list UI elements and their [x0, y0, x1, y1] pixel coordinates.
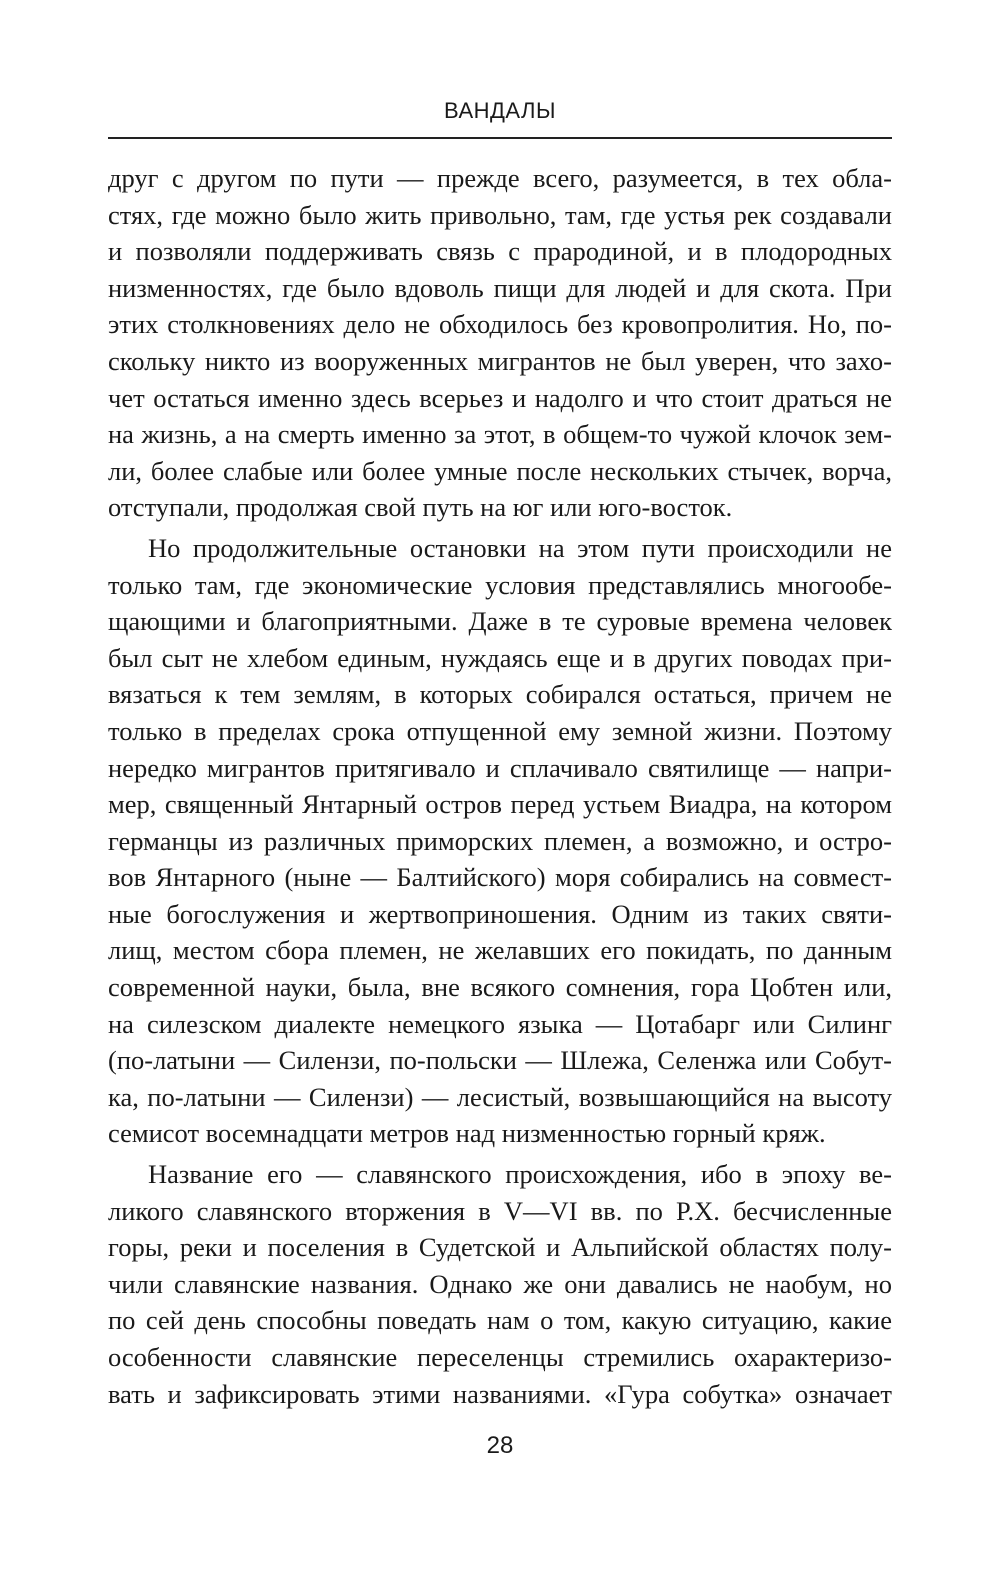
text-line: ные богослужения и жертвоприношения. Одним из таких святи- — [108, 898, 892, 929]
text-line: мер, священный Янтарный остров перед устьем Виадра, на котором — [108, 789, 892, 820]
text-line: ка, по-латыни — Силензи) — лесистый, возвышающийся на высоту — [108, 1081, 892, 1112]
paragraph — [108, 160, 892, 526]
text-line: вов Янтарного (ныне — Балтийского) моря собирались на совмест- — [108, 862, 892, 893]
text-line: вязаться к тем землям, в которых собирался остаться, причем не — [108, 679, 892, 710]
text-line: Название его — славянского происхождения, ибо в эпоху ве- — [148, 1159, 892, 1190]
text-line: щающими и благоприятными. Даже в те суровые времена человек — [108, 606, 892, 637]
text-line: чет остаться именно здесь всерьез и надолго и что стоит драться не — [108, 382, 892, 413]
page-number: 28 — [486, 1432, 514, 1459]
text-line: нередко мигрантов притягивало и сплачивало святилище — напри- — [108, 752, 892, 783]
text-line: друг с другом по пути — прежде всего, разумеется, в тех обла- — [108, 163, 892, 193]
text-line: горы, реки и поселения в Судетской и Альпийской областях полу- — [108, 1232, 892, 1263]
text-line: и позволяли поддерживать связь с прародиной, и в плодородных — [108, 236, 892, 267]
text-line: вать и зафиксировать этими названиями. «Гура собутка» означает — [108, 1378, 892, 1409]
header-rule — [108, 137, 892, 139]
text-line: лищ, местом сбора племен, не желавших его покидать, по данным — [108, 935, 892, 966]
text-line: скольку никто из вооруженных мигрантов не был уверен, что захо- — [108, 345, 892, 376]
text-line: этих столкновениях дело не обходилось без кровопролития. Но, по- — [108, 309, 892, 340]
text-line: на жизнь, а на смерть именно за этот, в общем-то чужой клочок зем- — [108, 419, 892, 450]
paragraph — [108, 1156, 892, 1412]
text-line: был сыт не хлебом единым, нуждаясь еще и в других поводах при- — [108, 642, 892, 673]
text-line: ли, более слабые или более умные после нескольких стычек, ворча, — [108, 455, 892, 486]
text-line: (по-латыни — Силензи, по-польски — Шлежа, Селенжа или Собут- — [108, 1045, 892, 1076]
text-line: только в пределах срока отпущенной ему земной жизни. Поэтому — [108, 715, 892, 746]
body-text — [108, 160, 892, 1412]
text-line: особенности славянские переселенцы стремились охарактеризо- — [108, 1342, 892, 1372]
paragraph — [108, 530, 892, 1152]
text-line: чили славянские названия. Однако же они давались не наобум, но — [108, 1268, 892, 1299]
text-line: только там, где экономические условия представлялись многообе- — [108, 569, 892, 600]
text-line: по сей день способны поведать нам о том, какую ситуацию, какие — [108, 1305, 892, 1336]
text-line: стях, где можно было жить привольно, там, где устья рек создавали — [108, 199, 892, 230]
text-line: семисот восемнадцати метров над низменностью горный кряж. — [108, 1118, 826, 1149]
text-line: германцы из различных приморских племен, а возможно, и остро- — [108, 825, 892, 856]
text-line: Но продолжительные остановки на этом пути происходили не — [148, 532, 892, 563]
text-line: на силезском диалекте немецкого языка — Цотабарг или Силинг — [108, 1008, 892, 1039]
text-line: современной науки, была, вне всякого сомнения, гора Цобтен или, — [108, 972, 892, 1003]
text-line: ликого славянского вторжения в V—VI вв. по Р.Х. бесчисленные — [108, 1195, 892, 1226]
text-line: отступали, продолжая свой путь на юг или юго-восток. — [108, 492, 733, 523]
running-title: ВАНДАЛЫ — [444, 98, 556, 123]
text-line: низменностях, где было вдоволь пищи для людей и для скота. При — [108, 272, 892, 303]
